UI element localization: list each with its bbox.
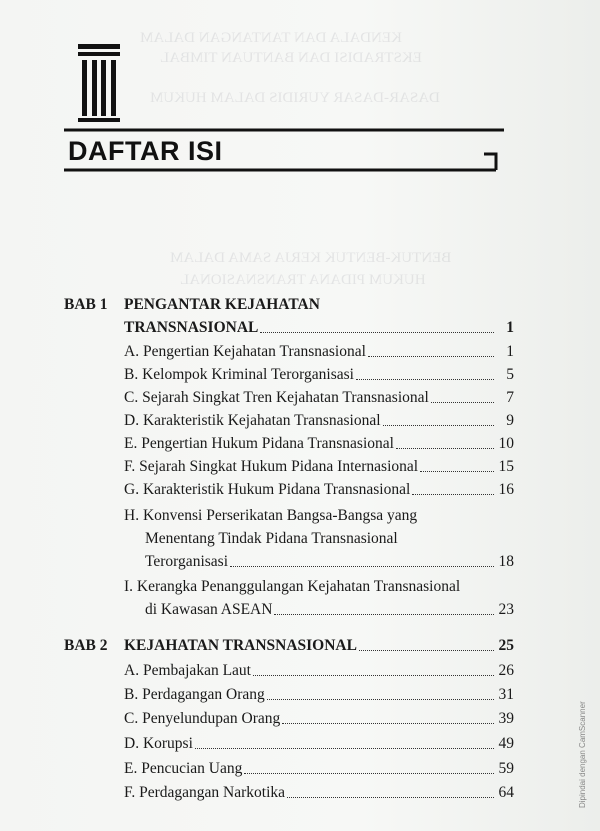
page-number: 1 bbox=[506, 319, 514, 336]
scanner-watermark: Dipindai dengan CamScanner bbox=[578, 701, 587, 808]
page-number: 18 bbox=[498, 553, 514, 570]
entry-label: F. Perdagangan Narkotika bbox=[124, 784, 286, 801]
page-number: 15 bbox=[498, 458, 514, 475]
toc-entry bbox=[124, 686, 514, 704]
page-number: 26 bbox=[498, 662, 514, 679]
leader-dots bbox=[274, 613, 494, 615]
toc-entry bbox=[124, 481, 514, 499]
toc-entry bbox=[124, 412, 514, 430]
bleed-through-text: BENTUK-BENTUK KERJA SAMA DALAM bbox=[170, 250, 452, 266]
entry-label: A. Pembajakan Laut bbox=[124, 662, 251, 679]
pillar-logo-icon bbox=[78, 44, 120, 124]
chapter-title: KEJAHATAN TRANSNASIONAL bbox=[124, 637, 357, 654]
leader-dots bbox=[195, 747, 494, 749]
page-number: 7 bbox=[506, 389, 514, 406]
leader-dots bbox=[356, 378, 494, 380]
entry-label: D. Korupsi bbox=[124, 735, 193, 752]
page-number: 59 bbox=[498, 760, 514, 777]
leader-dots bbox=[244, 772, 494, 774]
leader-dots bbox=[260, 331, 494, 333]
page-number: 25 bbox=[498, 637, 514, 654]
page-number: 16 bbox=[498, 481, 514, 498]
leader-dots bbox=[359, 649, 494, 651]
entry-label: G. Karakteristik Hukum Pidana Transnasional bbox=[124, 481, 411, 498]
leader-dots bbox=[431, 401, 494, 403]
toc-entry bbox=[124, 389, 514, 407]
page-number: 10 bbox=[498, 435, 514, 452]
bleed-through-text: EKSTRADISI DAN BANTUAN TIMBAL bbox=[160, 50, 422, 66]
chapter-number: BAB 1 bbox=[64, 296, 108, 313]
page-number: 5 bbox=[506, 366, 514, 383]
page-title: DAFTAR ISI bbox=[68, 136, 223, 166]
leader-dots bbox=[282, 722, 494, 724]
leader-dots bbox=[230, 565, 494, 567]
toc-entry bbox=[124, 710, 514, 728]
leader-dots bbox=[287, 796, 494, 798]
bleed-through-text: HUKUM PIDANA TRANSNASIONAL bbox=[180, 272, 426, 288]
entry-label: di Kawasan ASEAN bbox=[145, 601, 273, 618]
toc-entry bbox=[124, 760, 514, 778]
entry-label: H. Konvensi Perserikatan Bangsa-Bangsa yang bbox=[124, 507, 418, 524]
leader-dots bbox=[420, 470, 494, 472]
page-number: 23 bbox=[498, 601, 514, 618]
chapter-title: PENGANTAR KEJAHATAN bbox=[124, 296, 320, 313]
chapter-number: BAB 2 bbox=[64, 637, 108, 654]
toc-entry bbox=[124, 662, 514, 680]
leader-dots bbox=[396, 447, 494, 449]
toc-entry bbox=[145, 601, 514, 619]
entry-label: C. Penyelundupan Orang bbox=[124, 710, 281, 727]
page-number: 39 bbox=[498, 710, 514, 727]
leader-dots bbox=[383, 424, 494, 426]
toc-entry bbox=[124, 435, 514, 453]
entry-label: A. Pengertian Kejahatan Transnasional bbox=[124, 343, 366, 360]
bleed-through-text: KENDALA DAN TANTANGAN DALAM bbox=[140, 30, 402, 46]
entry-label: B. Perdagangan Orang bbox=[124, 686, 265, 703]
page-number: 31 bbox=[498, 686, 514, 703]
entry-label: B. Kelompok Kriminal Terorganisasi bbox=[124, 366, 354, 383]
entry-label: E. Pencucian Uang bbox=[124, 760, 243, 777]
toc-entry bbox=[145, 553, 514, 571]
bleed-through-text: DASAR-DASAR YURIDIS DALAM HUKUM bbox=[150, 90, 440, 106]
entry-label: I. Kerangka Penanggulangan Kejahatan Transnasional bbox=[124, 578, 461, 595]
toc-entry bbox=[124, 458, 514, 476]
toc-entry bbox=[124, 735, 514, 753]
entry-label: F. Sejarah Singkat Hukum Pidana Internasional bbox=[124, 458, 419, 475]
toc-entry bbox=[124, 343, 514, 361]
entry-label: D. Karakteristik Kejahatan Transnasional bbox=[124, 412, 381, 429]
page-number: 9 bbox=[506, 412, 514, 429]
leader-dots bbox=[368, 355, 494, 357]
toc-entry bbox=[124, 366, 514, 384]
toc-entry bbox=[124, 319, 514, 337]
toc-entry bbox=[124, 637, 514, 655]
entry-label: Menentang Tindak Pidana Transnasional bbox=[145, 530, 398, 547]
entry-label: Terorganisasi bbox=[145, 553, 228, 570]
page-number: 49 bbox=[498, 735, 514, 752]
entry-label: C. Sejarah Singkat Tren Kejahatan Transnasional bbox=[124, 389, 429, 406]
leader-dots bbox=[412, 493, 494, 495]
leader-dots bbox=[253, 674, 494, 676]
chapter-title: TRANSNASIONAL bbox=[124, 319, 259, 336]
entry-label: E. Pengertian Hukum Pidana Transnasional bbox=[124, 435, 394, 452]
page-number: 64 bbox=[498, 784, 514, 801]
toc-entry bbox=[124, 784, 514, 802]
leader-dots bbox=[267, 698, 494, 700]
page-number: 1 bbox=[506, 343, 514, 360]
